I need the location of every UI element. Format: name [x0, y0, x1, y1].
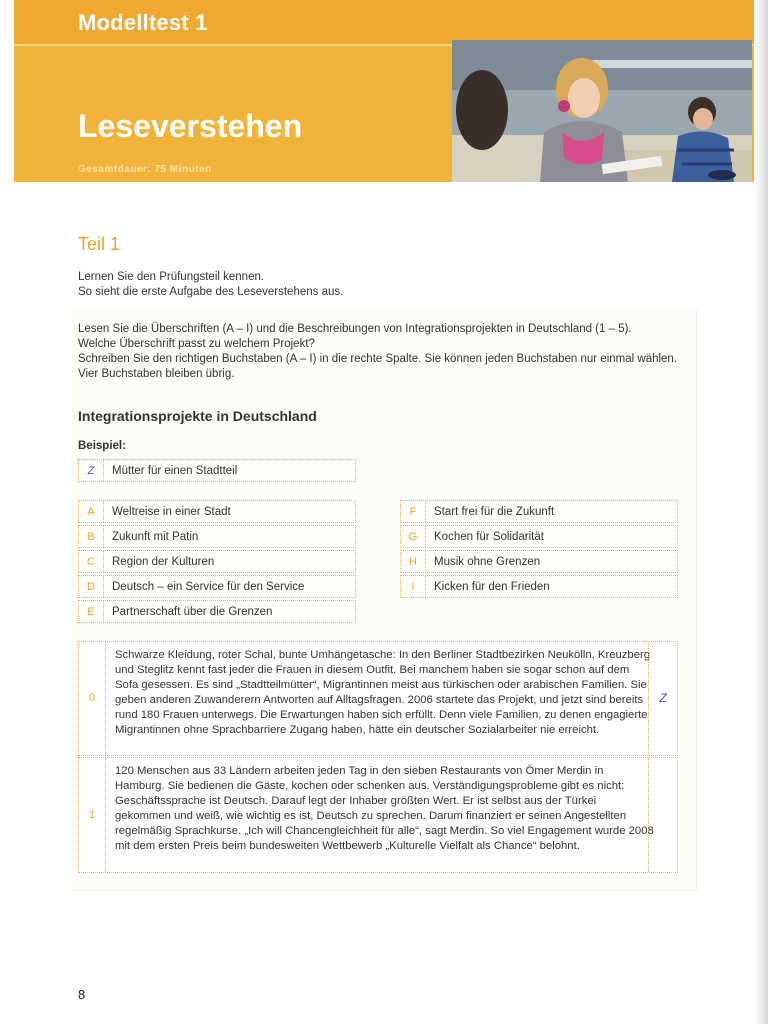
heading-text: Deutsch – ein Service für den Service	[112, 580, 305, 593]
heading-letter: E	[79, 601, 104, 622]
text-number: 0	[79, 642, 106, 755]
answer-cell[interactable]: Z	[648, 642, 677, 755]
heading-text: Kochen für Solidarität	[434, 530, 544, 543]
text-body: Schwarze Kleidung, roter Schal, bunte Umhängetasche: In den Berliner Stadtbezirken Neukölln, Kreuzberg und Steglitz kennt fast jeder die Frauen in diesem Outfit. Bei manchem haben sie sogar schon auf dem Sofa gesessen. Es sind „Stadtteilmütter“, Migrantinnen meist aus türkischen oder arabischen Familien. Sie geben anderen Zuwanderern Antworten auf Alltagsfragen. 2006 startete das Projekt, und jetzt sind bereits rund 180 Frauen unterwegs. Die Erwartungen haben sich erfüllt. Denn viele Familien, zu denen engagierte Migrantinnen ohne Sprachbarriere Zugang haben, hätte ein deutscher Sozialarbeiter nie erreicht.	[115, 649, 651, 736]
heading-text: Zukunft mit Patin	[112, 530, 199, 543]
task-title: Integrationsprojekte in Deutschland	[78, 408, 317, 424]
heading-letter: Z	[79, 460, 104, 481]
photo-illustration	[452, 40, 752, 182]
heading-row	[78, 500, 356, 523]
intro-line: So sieht die erste Aufgabe des Leseverstehens aus.	[78, 286, 344, 298]
section-intro	[78, 270, 698, 300]
instruction-line: Welche Überschrift passt zu welchem Projekt?	[78, 338, 315, 350]
heading-row	[400, 500, 678, 523]
heading-row	[400, 575, 678, 598]
heading-text: Weltreise in einer Stadt	[112, 505, 231, 518]
heading-text: Kicken für den Frieden	[434, 580, 550, 593]
instruction-line: Schreiben Sie den richtigen Buchstaben (A – I) in die rechte Spalte. Sie können jeden Buchstaben nur einmal wählen. Vier Buchstaben bleiben übrig.	[78, 353, 678, 380]
heading-row	[400, 525, 678, 548]
heading-letter: D	[79, 576, 104, 597]
page-edge-shadow	[754, 0, 768, 1024]
example-label: Beispiel:	[78, 440, 126, 452]
heading-letter: C	[79, 551, 104, 572]
series-title: Modelltest 1	[78, 10, 208, 35]
task-instructions	[78, 322, 693, 382]
heading-row	[78, 525, 356, 548]
text-row-1	[78, 757, 678, 873]
text-number: 1	[79, 758, 106, 872]
page-number: 8	[78, 987, 86, 1002]
duration-label: Gesamtdauer: 75 Minuten	[78, 164, 212, 175]
heading-text: Mütter für einen Stadtteil	[112, 464, 238, 477]
students-reading-photo	[452, 40, 752, 182]
heading-letter: G	[401, 526, 426, 547]
answer-cell[interactable]	[648, 758, 677, 872]
text-row-0	[78, 641, 678, 756]
page-heading: Leseverstehen	[78, 108, 303, 144]
heading-text: Musik ohne Grenzen	[434, 555, 541, 568]
heading-row	[78, 550, 356, 573]
heading-letter: A	[79, 501, 104, 522]
instruction-line: Lesen Sie die Überschriften (A – I) und die Beschreibungen von Integrationsprojekten in Deutschland (1 – 5).	[78, 323, 632, 335]
heading-letter: B	[79, 526, 104, 547]
example-heading-row	[78, 459, 356, 482]
heading-text: Partnerschaft über die Grenzen	[112, 605, 273, 618]
section-title: Teil 1	[78, 234, 121, 254]
heading-letter: F	[401, 501, 426, 522]
heading-text: Start frei für die Zukunft	[434, 505, 555, 518]
heading-row	[400, 550, 678, 573]
heading-letter: H	[401, 551, 426, 572]
text-body: 120 Menschen aus 33 Ländern arbeiten jeden Tag in den sieben Restaurants von Ömer Merdin in Hamburg. Sie bedienen die Gäste, kochen oder schenken aus. Verständigungsprobleme gibt es nicht: Geschäftssprache ist Deutsch. Darauf legt der Inhaber größten Wert. Er ist selbst aus der Türkei gekommen und weiß, wie wichtig es ist, Deutsch zu sprechen. Darum finanziert er seinen Angestellten regelmäßig Sprachkurse. „Ich will Chancengleichheit für alle“, sagt Merdin. So viel Engagement wurde 2008 mit dem ersten Preis beim bundesweiten Wettbewerb „Kulturelle Vielfalt als Chance“ belohnt.	[115, 765, 654, 852]
heading-letter: I	[401, 576, 426, 597]
heading-row	[78, 600, 356, 623]
intro-line: Lernen Sie den Prüfungsteil kennen.	[78, 271, 265, 283]
heading-row	[78, 575, 356, 598]
heading-text: Region der Kulturen	[112, 555, 215, 568]
